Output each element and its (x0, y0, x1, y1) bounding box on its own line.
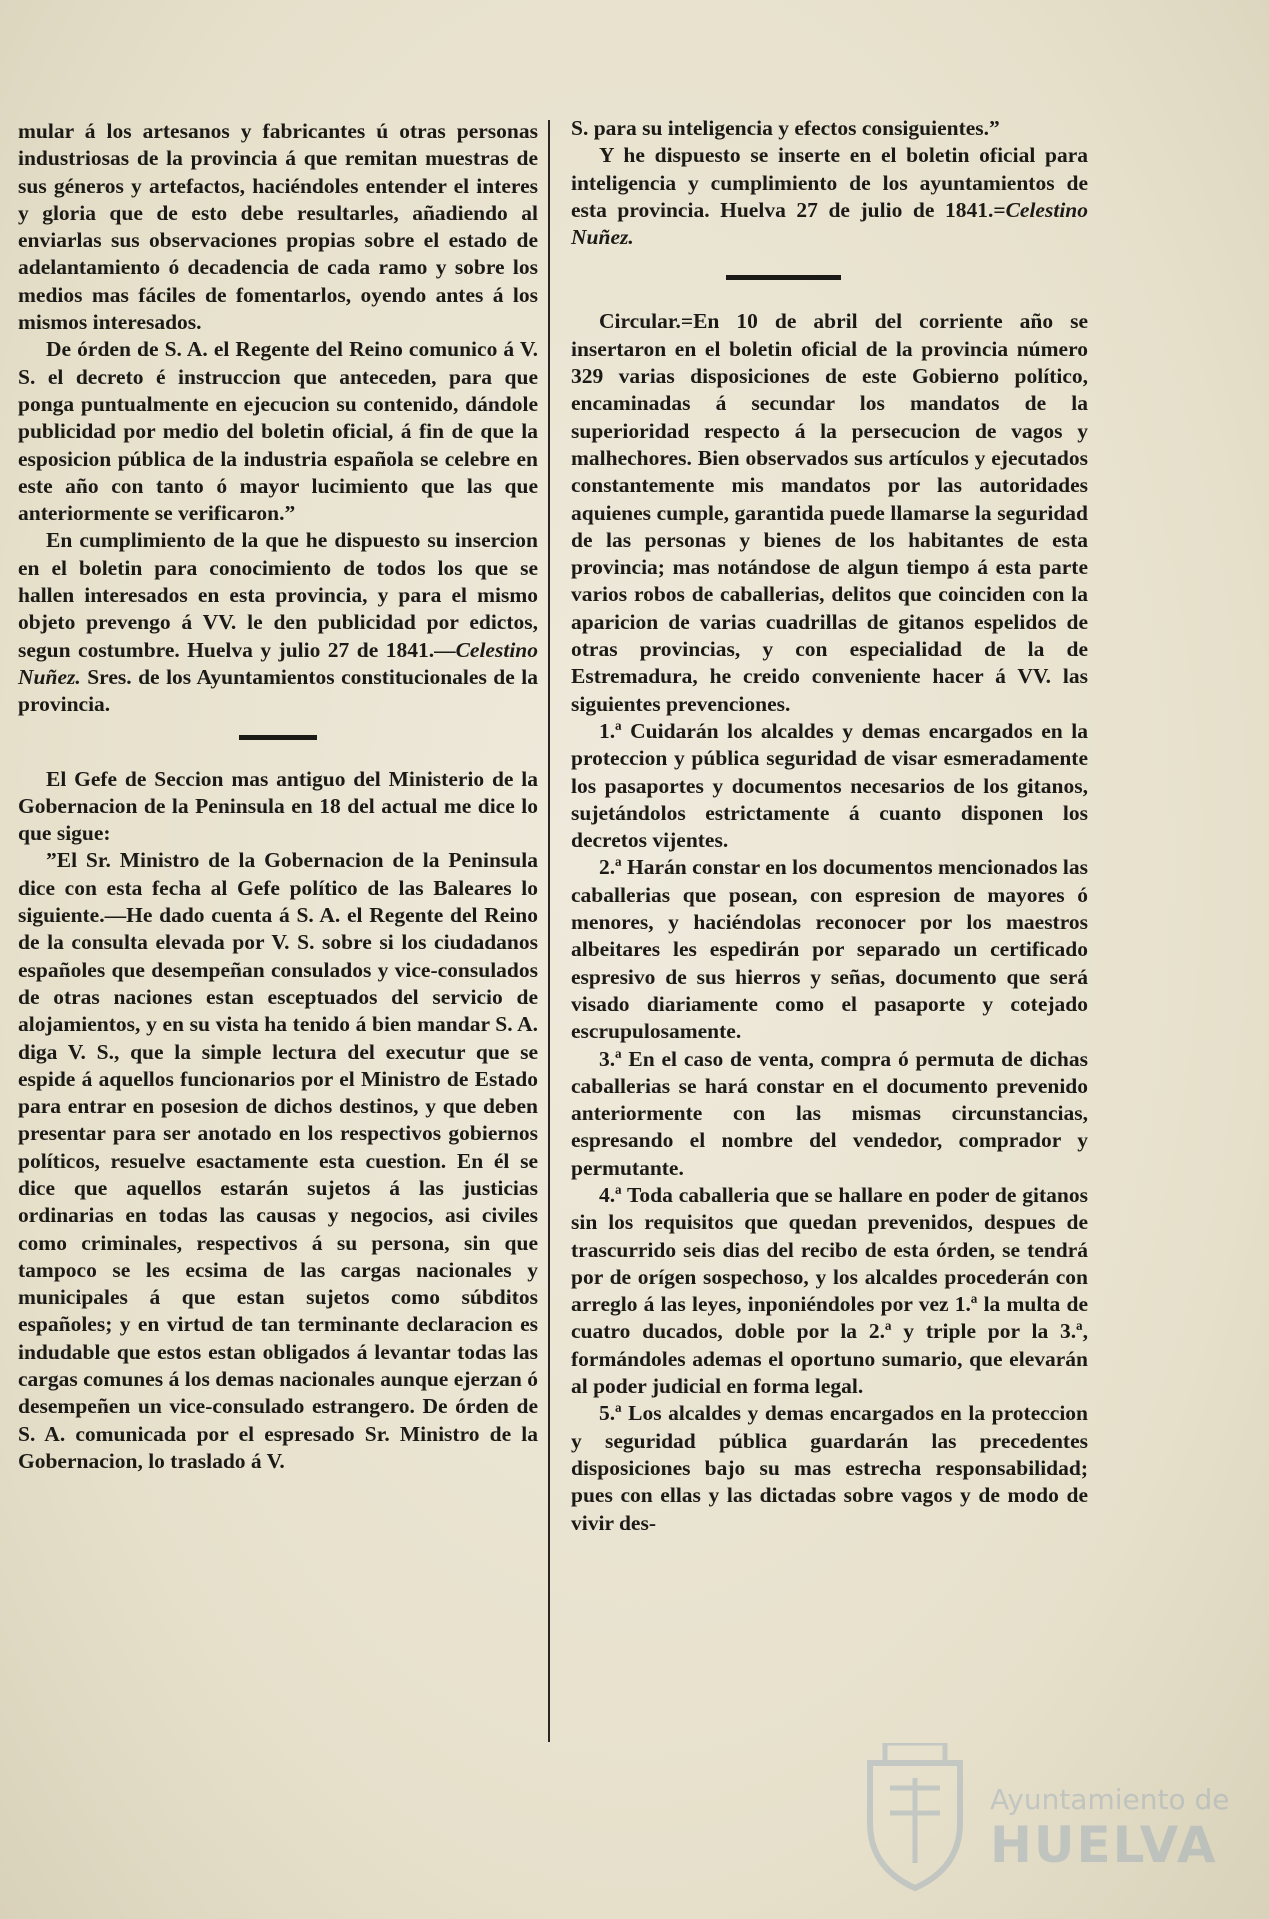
paragraph: 5.ª Los alcaldes y demas encargados en la proteccion y seguridad pública guardarán las precedentes disposiciones bajo su mas estrecha responsabilidad; pues con ellas y las dictadas sobre vagos y de modo de vivir des- (571, 1401, 1088, 1535)
signature-name: Celestino Nuñez. (18, 637, 538, 689)
paragraph: De órden de S. A. el Regente del Reino comunico á V. S. el decreto é instruccion que anteceden, para que ponga puntualmente en ejecucion su contenido, dándole publicidad por medio del boletin oficial, á fin de que la esposicion pública de la industria española se celebre en este año con tanto ó mayor lucimiento que las que anteriormente se verificaron.” (18, 337, 538, 526)
paragraph: El Gefe de Seccion mas antiguo del Ministerio de la Gobernacion de la Peninsula en 18 del actual me dice lo que sigue: (18, 766, 538, 846)
column-divider (548, 120, 550, 1742)
paragraph (571, 142, 1088, 251)
watermark-line1: Ayuntamiento de (990, 1783, 1230, 1816)
paragraph: 4.ª Toda caballeria que se hallare en poder de gitanos sin los requisitos que quedan prevenidos, despues de trascurrido seis dias del recibo de esta órden, se tendrá por de orígen sospechoso, y los alcaldes procederán con arreglo á las leyes, inponiéndoles por vez 1.ª la multa de cuatro ducados, doble por la 2.ª y triple por la 3.ª, formándoles ademas el oportuno sumario, que elevarán al poder judicial en forma legal. (571, 1182, 1088, 1399)
paragraph-text: Y he dispuesto se inserte en el boletin oficial para inteligencia y cumplimiento de los ayuntamientos de esta provincia. Huelva 27 de julio de 1841.= (571, 143, 1088, 222)
signature-name: Celestino Nuñez. (571, 197, 1088, 250)
paragraph: 2.ª Harán constar en los documentos mencionados las caballerias que posean, con espresion de mayores ó menores, y haciéndolas reconocer por los maestros albeitares les espedirán por separado un certificado espresivo de sus hierros y señas, documento que será visado diariamente como el pasaporte y cotejado escrupulosamente. (571, 855, 1088, 1044)
watermark-line2: HUELVA (990, 1816, 1218, 1874)
paragraph: mular á los artesanos y fabricantes ú otras personas industriosas de la provincia á que remitan muestras de sus géneros y artefactos, haciéndoles entender el interes y gloria que de esto debe resultarles, añadiendo al enviarlas sus observaciones propias sobre el estado de adelantamiento ó decadencia de cada ramo y sobre los medios mas fáciles de fomentarlos, oyendo antes á los mismos interesados. (18, 119, 538, 335)
ayuntamiento-watermark (855, 1738, 1230, 1898)
paragraph: 1.ª Cuidarán los alcaldes y demas encargados en la proteccion y pública seguridad de visar esmeradamente los pasaportes y documentos necesarios de los gitanos, sujetándolos estrictamente á cuanto disponen los decretos vijentes. (571, 718, 1088, 853)
paragraph (18, 527, 538, 718)
left-column (18, 118, 538, 1475)
paragraph: ”El Sr. Ministro de la Gobernacion de la Peninsula dice con esta fecha al Gefe político de las Baleares lo siguiente.—He dado cuenta á S. A. el Regente del Reino de la consulta elevada por V. S. sobre si los ciudadanos españoles que desempeñan consulados y vice-consulados de otras naciones estan esceptuados del servicio de alojamientos, y en su vista ha tenido á bien mandar S. A. diga V. S., que la simple lectura del executur que se espide á aquellos funcionarios por el Ministro de Estado para entrar en posesion de dichos destinos, y que deben presentar para ser anotado en los respectivos gobiernos políticos, resuelve esactamente esta cuestion. En él se dice que aquellos estarán sujetos á las justicias ordinarias en todas las causas y negocios, asi civiles como criminales, respectivos á su persona, sin que tampoco se les ecsima de las cargas nacionales y municipales á que estan sujetos como súbditos españoles; y en virtud de tan terminante declaracion es indudable que estos estan obligados á levantar todas las cargas comunes á los demas nacionales aunque ejerzan ó desempeñen un vice-consulado estrangero. De órden de S. A. comunicada por el espresado Sr. Ministro de la Gobernacion, lo traslado á V. (18, 848, 538, 1473)
right-column (571, 115, 1088, 1537)
paragraph-text: En cumplimiento de la que he dispuesto su insercion en el boletin para conocimiento de todos los que se hallen interesados en esta provincia, y para el mismo objeto prevengo á VV. le den publicidad por edictos, segun costumbre. Huelva y julio 27 de 1841.— (18, 528, 538, 662)
coat-of-arms-icon (855, 1743, 975, 1893)
section-divider (726, 275, 841, 280)
section-divider (239, 735, 317, 740)
paragraph-text: Sres. de los Ayuntamientos constitucionales de la provincia. (18, 664, 538, 717)
paragraph: Circular.=En 10 de abril del corriente año se insertaron en el boletin oficial de la provincia número 329 varias disposiciones de este Gobierno político, encaminadas á secundar los mandatos de la superioridad respecto á la persecucion de vagos y malhechores. Bien observados sus artículos y ejecutados constantemente mis mandatos por las autoridades aquienes cumple, garantida puede llamarse la seguridad de las personas y bienes de los habitantes de esta provincia; mas notándose de algun tiempo á esta parte varios robos de caballerias, delitos que coinciden con la aparicion de varias cuadrillas de gitanos espelidos de otras provincias, y con especialidad de la de Estremadura, he creido conveniente hacer á VV. las siguientes prevenciones. (571, 309, 1088, 716)
paragraph: S. para su inteligencia y efectos consiguientes.” (571, 116, 1000, 140)
paragraph: 3.ª En el caso de venta, compra ó permuta de dichas caballerias se hará constar en el documento prevenido anteriormente con las mismas circunstancias, espresando el nombre del vendedor, comprador y permutante. (571, 1046, 1088, 1180)
